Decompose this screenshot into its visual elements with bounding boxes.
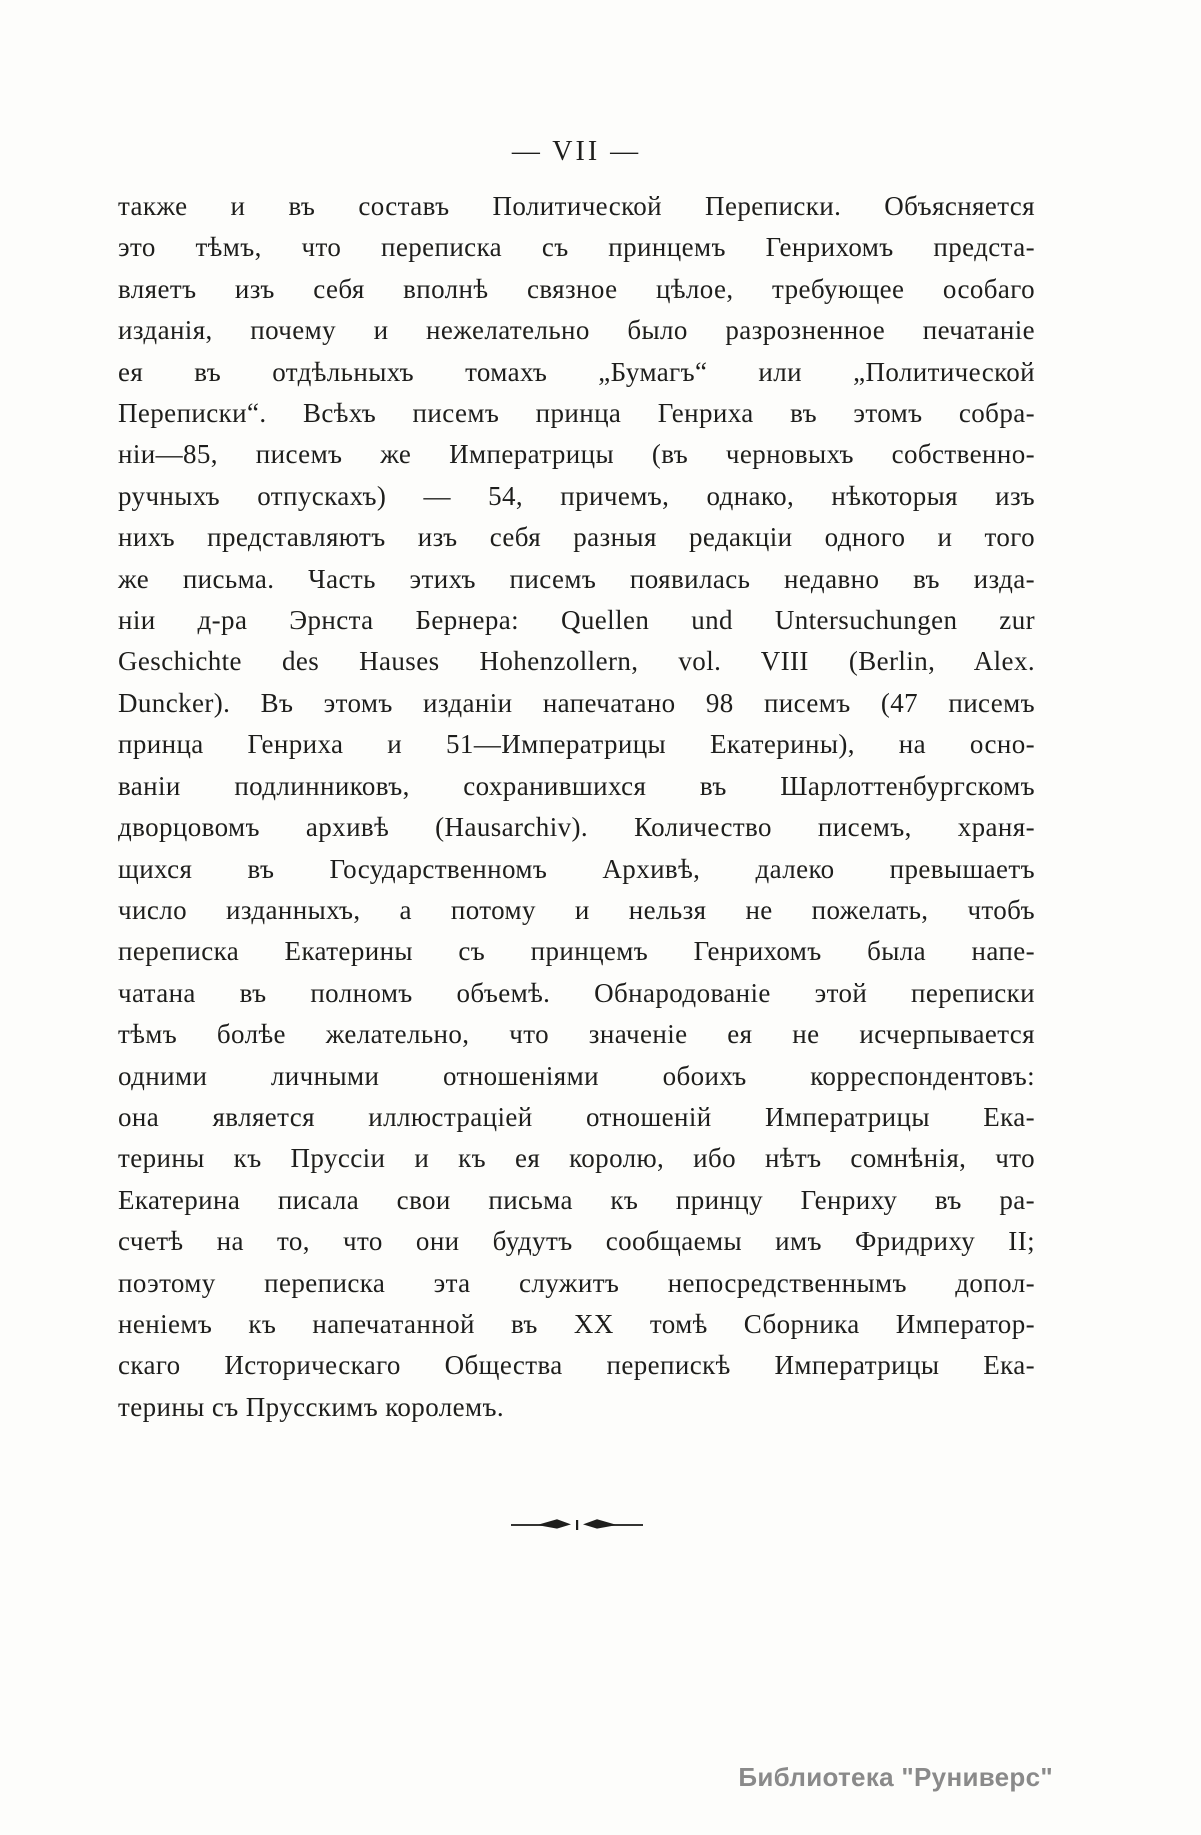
paragraph-line: изданія, почему и нежелательно было разрозненное печатаніе (118, 315, 1035, 346)
paragraph-line: она является иллюстраціей отношеній Императрицы Ека- (118, 1101, 1035, 1132)
page-number-header: — VII — (511, 136, 642, 167)
paragraph-line: Переписки“. Всѣхъ писемъ принца Генриха въ этомъ собра- (118, 398, 1035, 429)
paragraph-line: дворцовомъ архивѣ (Hausarchiv). Количество писемъ, храня- (118, 812, 1035, 843)
paragraph-line: одними личными отношеніями обоихъ корреспондентовъ: (118, 1060, 1035, 1091)
paragraph-line: ніи—85, писемъ же Императрицы (въ черновыхъ собственно- (118, 439, 1035, 470)
paragraph-line: ея въ отдѣльныхъ томахъ „Бумагъ“ или „Политической (118, 356, 1035, 387)
paragraph-line: число изданныхъ, а потому и нельзя не пожелать, чтобъ (118, 894, 1035, 925)
paragraph-line: вляетъ изъ себя вполнѣ связное цѣлое, требующее особаго (118, 273, 1035, 304)
paragraph-line: счетѣ на то, что они будутъ сообщаемы имъ Фридриху II; (118, 1226, 1035, 1257)
paragraph-line: Geschichte des Hauses Hohenzollern, vol. VIII (Berlin, Alex. (118, 646, 1035, 677)
paragraph-line: нихъ представляютъ изъ себя разныя редакціи одного и того (118, 522, 1035, 553)
paragraph-line: принца Генриха и 51—Императрицы Екатерины), на осно- (118, 729, 1035, 760)
paragraph-line: тѣмъ болѣе желательно, что значеніе ея не исчерпывается (118, 1019, 1035, 1050)
paragraph-line: Duncker). Въ этомъ изданіи напечатано 98 писемъ (47 писемъ (118, 687, 1035, 718)
paragraph-line: ваніи подлинниковъ, сохранившихся въ Шарлоттенбургскомъ (118, 770, 1035, 801)
paragraph (118, 186, 1035, 1428)
paragraph-line: также и въ составъ Политической Переписки. Объясняется (118, 191, 1035, 221)
library-watermark: Библиотека "Руниверс" (738, 1762, 1053, 1792)
paragraph-line: же письма. Часть этихъ писемъ появилась недавно въ изда- (118, 563, 1035, 594)
paragraph-line: терины къ Пруссіи и къ ея королю, ибо нѣтъ сомнѣнія, что (118, 1143, 1035, 1174)
section-divider (118, 1516, 1035, 1534)
paragraph-line: чатана въ полномъ объемѣ. Обнародованіе этой переписки (118, 977, 1035, 1008)
paragraph-line: неніемъ къ напечатанной въ XX томѣ Сборника Император- (118, 1308, 1035, 1339)
paragraph-line: Екатерина писала свои письма къ принцу Генриху въ ра- (118, 1184, 1035, 1215)
paragraph-line: ручныхъ отпускахъ) — 54, причемъ, однако, нѣкоторыя изъ (118, 480, 1035, 511)
paragraph-line: поэтому переписка эта служитъ непосредственнымъ допол- (118, 1267, 1035, 1298)
paragraph-line: это тѣмъ, что переписка съ принцемъ Генрихомъ предста- (118, 232, 1035, 263)
divider-ornament-icon (511, 1517, 643, 1533)
paragraph-line: щихся въ Государственномъ Архивѣ, далеко превышаетъ (118, 853, 1035, 884)
paragraph-line: терины съ Прусскимъ королемъ. (118, 1391, 504, 1422)
paragraph-line: ніи д-ра Эрнста Бернера: Quellen und Untersuchungen zur (118, 605, 1035, 636)
paragraph-line: переписка Екатерины съ принцемъ Генрихомъ была напе- (118, 936, 1035, 967)
paragraph-line: скаго Историческаго Общества перепискѣ Императрицы Ека- (118, 1350, 1035, 1381)
